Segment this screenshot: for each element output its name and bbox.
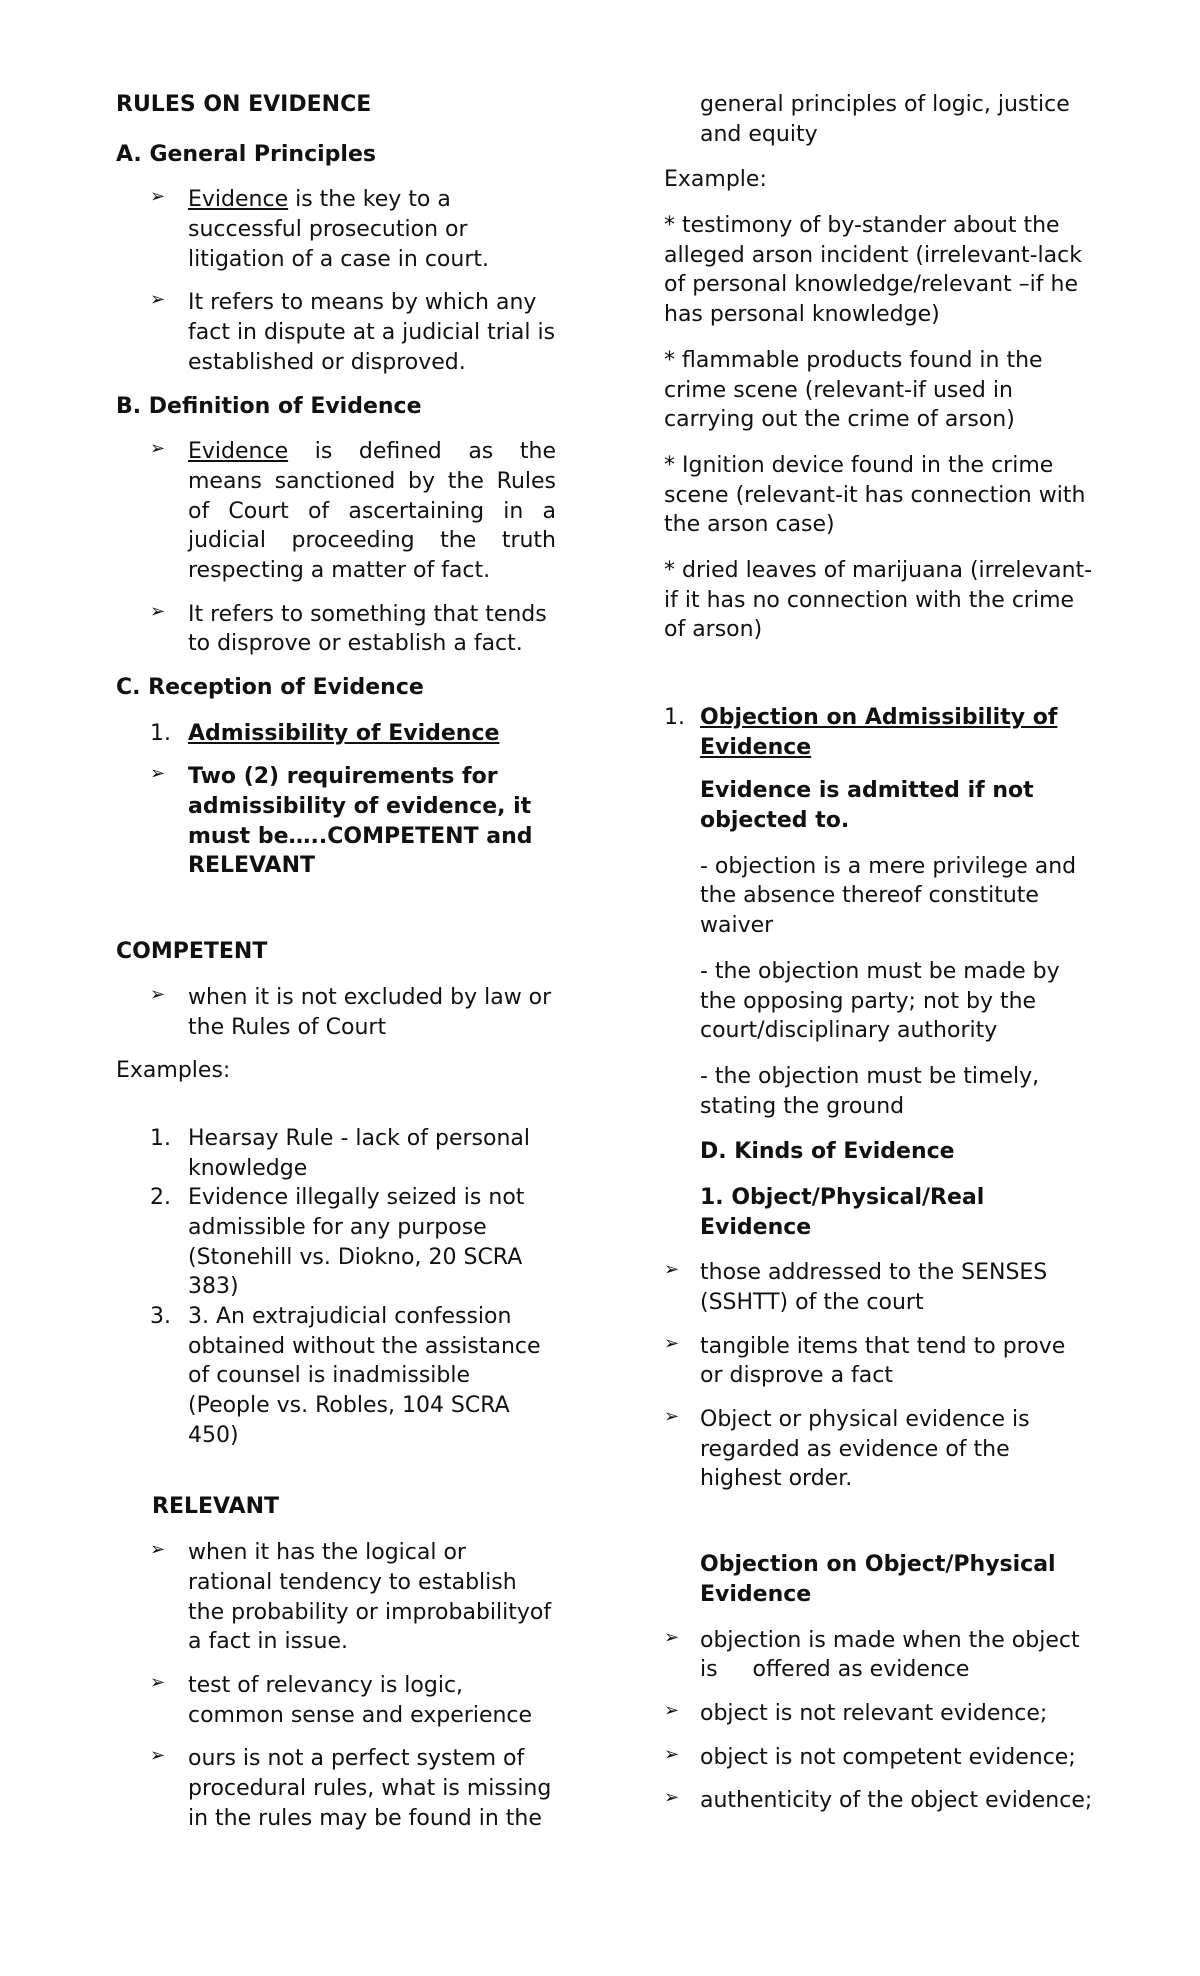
bullet-text: test of relevancy is logic, common sense and experience	[188, 1672, 533, 1728]
bullet-item	[116, 600, 556, 659]
bullet-item	[664, 1626, 1094, 1685]
bullet-item	[116, 437, 556, 585]
arrowhead-bullet-icon: ➢	[664, 1259, 680, 1281]
object-evidence-heading: 1. Object/Physical/Real Evidence	[700, 1184, 985, 1240]
example-paragraph: * flammable products found in the crime scene (relevant-if used in carrying out the crime of arson)	[664, 347, 1043, 433]
objection-admissibility-heading: Objection on Admissibility of Evidence	[700, 705, 1058, 760]
arrowhead-bullet-icon: ➢	[664, 1406, 680, 1428]
example-item	[116, 1302, 556, 1450]
bullet-text: object is not relevant evidence;	[700, 1700, 1048, 1726]
examples-label: Examples:	[116, 1058, 231, 1084]
arrowhead-bullet-icon: ➢	[150, 186, 166, 208]
arrowhead-bullet-icon: ➢	[664, 1332, 680, 1354]
bullet-item	[116, 1538, 556, 1657]
example-paragraph: * testimony of by-stander about the alleged arson incident (irrelevant-lack of personal knowledge/relevant –if he has personal knowledge)	[664, 213, 1082, 328]
bullet-text: authenticity of the object evidence;	[700, 1788, 1093, 1814]
bullet-text: when it is not excluded by law or the Rules of Court	[188, 984, 552, 1040]
bullet-text: Object or physical evidence is regarded as evidence of the highest order.	[700, 1407, 1030, 1492]
arrowhead-bullet-icon: ➢	[150, 438, 166, 460]
example-paragraph: * dried leaves of marijuana (irrelevant-if it has no connection with the crime of arson)	[664, 557, 1093, 643]
example-paragraph: * Ignition device found in the crime scene (relevant-it has connection with the arson case)	[664, 452, 1086, 538]
bullet-item	[116, 1744, 556, 1833]
bullet-item	[116, 983, 556, 1042]
example-item	[116, 1183, 556, 1302]
bullet-text: those addressed to the SENSES (SSHTT) of the court	[700, 1260, 1048, 1315]
bullet-text: is defined as the means sanctioned by the Rules of Court of ascertaining in a judicial proceeding the truth respecting a matter of fact.	[188, 439, 556, 583]
bullet-item	[664, 1786, 1094, 1816]
bullet-text: when it has the logical or rational tendency to establish the probability or improbabilityof a fact in issue.	[188, 1540, 552, 1655]
admissibility-heading: Admissibility of Evidence	[188, 720, 500, 746]
arrowhead-bullet-icon: ➢	[150, 289, 166, 311]
objection-point: - the objection must be timely, stating the ground	[700, 1063, 1040, 1119]
bullet-item	[116, 288, 556, 377]
arrowhead-bullet-icon: ➢	[150, 983, 166, 1005]
section-c-heading: C. Reception of Evidence	[116, 675, 424, 700]
objection-point: - objection is a mere privilege and the absence thereof constitute waiver	[700, 853, 1077, 939]
arrowhead-bullet-icon: ➢	[664, 1787, 680, 1809]
section-d-heading: D. Kinds of Evidence	[700, 1139, 955, 1165]
section-b-heading: B. Definition of Evidence	[116, 393, 422, 419]
numbered-item	[664, 703, 1094, 762]
bullet-text: objection is made when the object is offered as evidence	[700, 1627, 1087, 1683]
bullet-item	[664, 1743, 1094, 1773]
item-number: 3.	[150, 1304, 171, 1329]
arrowhead-bullet-icon: ➢	[664, 1626, 680, 1648]
bullet-item	[116, 762, 556, 881]
bullet-text: object is not competent evidence;	[700, 1744, 1076, 1770]
relevant-heading: RELEVANT	[152, 1494, 279, 1520]
right-column	[664, 0, 1094, 1830]
term-evidence: Evidence	[188, 187, 289, 213]
item-number: 1.	[664, 705, 685, 730]
admitted-statement: Evidence is admitted if not objected to.	[700, 778, 1034, 834]
competent-heading: COMPETENT	[116, 939, 268, 965]
arrowhead-bullet-icon: ➢	[664, 1743, 680, 1765]
bullet-text: It refers to means by which any fact in dispute at a judicial trial is established or disproved.	[188, 290, 556, 375]
bullet-item	[116, 185, 556, 274]
term-evidence: Evidence	[188, 439, 289, 465]
bullet-item	[664, 1258, 1094, 1317]
example-label: Example:	[664, 167, 767, 193]
bullet-text: tangible items that tend to prove or disprove a fact	[700, 1333, 1066, 1389]
bullet-item	[664, 1332, 1094, 1391]
example-text: Evidence illegally seized is not admissible for any purpose (Stonehill vs. Diokno, 20 SCRA 383)	[188, 1185, 525, 1300]
bullet-item	[664, 1405, 1094, 1494]
example-item	[116, 1124, 556, 1183]
arrowhead-bullet-icon: ➢	[150, 1671, 166, 1693]
arrowhead-bullet-icon: ➢	[150, 1539, 166, 1561]
objection-point: - the objection must be made by the opposing party; not by the court/disciplinary authority	[700, 958, 1060, 1044]
document-title: RULES ON EVIDENCE	[116, 92, 372, 117]
item-number: 1.	[150, 1125, 171, 1151]
example-text: Hearsay Rule - lack of personal knowledge	[188, 1125, 530, 1181]
arrowhead-bullet-icon: ➢	[150, 763, 166, 785]
left-column	[116, 0, 556, 1847]
item-number: 1.	[150, 720, 171, 746]
arrowhead-bullet-icon: ➢	[664, 1699, 680, 1721]
arrowhead-bullet-icon: ➢	[150, 1745, 166, 1767]
arrowhead-bullet-icon: ➢	[150, 600, 166, 622]
section-a-heading: A. General Principles	[116, 141, 376, 167]
example-text: 3. An extrajudicial confession obtained without the assistance of counsel is inadmissible (People vs. Robles, 104 SCRA 450)	[188, 1304, 541, 1448]
continued-text: general principles of logic, justice and equity	[700, 92, 1070, 147]
bullet-text: ours is not a perfect system of procedural rules, what is missing in the rules may be found in the	[188, 1746, 552, 1831]
objection-object-heading: Objection on Object/Physical Evidence	[700, 1552, 1056, 1607]
bullet-text: It refers to something that tends to disprove or establish a fact.	[188, 601, 547, 657]
bullet-item	[664, 1699, 1094, 1729]
item-number: 2.	[150, 1185, 171, 1211]
bullet-text: Two (2) requirements for admissibility of evidence, it must be…..COMPETENT and RELEVANT	[188, 764, 533, 879]
numbered-item	[116, 719, 556, 749]
bullet-item	[116, 1671, 556, 1730]
bullet-text: is the key to a successful prosecution or litigation of a case in court.	[188, 187, 489, 272]
